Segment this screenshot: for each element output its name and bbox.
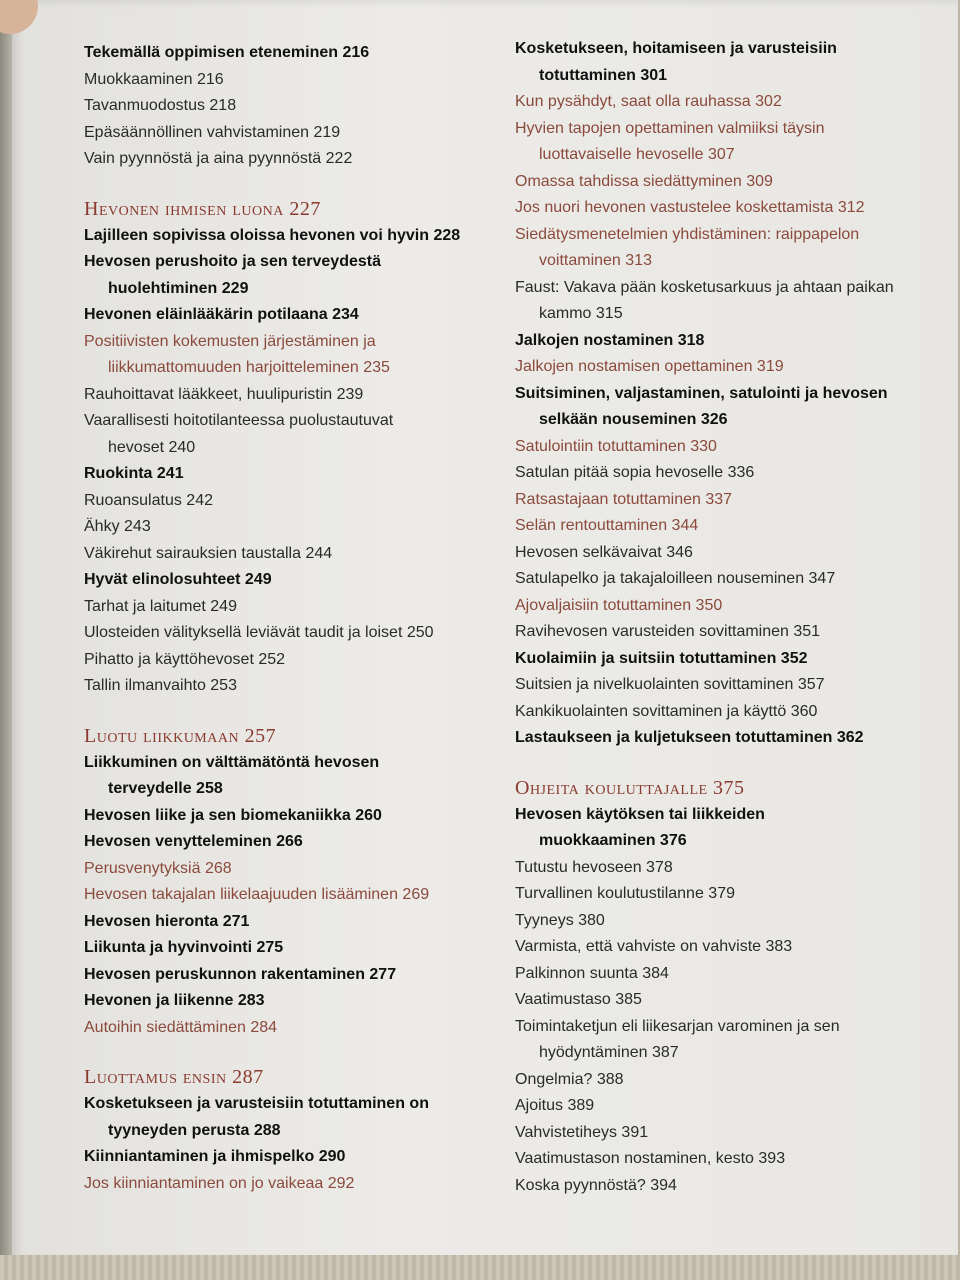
toc-entry: Tutustu hevoseen 378 [515, 858, 673, 876]
toc-entry: Vahvistetiheys 391 [515, 1123, 649, 1141]
toc-entry: Positiivisten kokemusten järjestäminen ja [84, 332, 376, 350]
toc-entry: Perusvenytyksiä 268 [84, 859, 232, 877]
toc-entry: Koska pyynnöstä? 394 [515, 1176, 677, 1194]
toc-entry: kammo 315 [539, 305, 623, 322]
toc-group [84, 750, 484, 1042]
toc-entry: Palkinnon suunta 384 [515, 964, 669, 982]
toc-entry: Varmista, että vahviste on vahviste 383 [515, 938, 793, 955]
toc-entry: Tavanmuodostus 218 [84, 97, 237, 114]
toc-entry: Vaatimustason nostaminen, kesto 393 [515, 1150, 786, 1167]
toc-entry: Autoihin siedättäminen 284 [84, 1018, 278, 1036]
toc-entry: huolehtiminen 229 [108, 279, 249, 297]
toc-entry: Suitsiminen, valjastaminen, satulointi ja hevosen [515, 384, 888, 402]
toc-entry: hyödyntäminen 387 [539, 1044, 679, 1061]
toc-entry: Vaarallisesti hoitotilanteessa puolustautuvat [84, 412, 394, 429]
toc-entry: Jos nuori hevonen vastustelee koskettamista 312 [515, 199, 865, 216]
toc-group [515, 36, 935, 752]
toc-entry: terveydelle 258 [108, 780, 223, 797]
toc-entry: Kankikuolainten sovittaminen ja käyttö 360 [515, 702, 818, 720]
toc-entry: Hyvät elinolosuhteet 249 [84, 571, 272, 588]
toc-entry: totuttaminen 301 [539, 66, 668, 84]
toc-entry: Tarhat ja laitumet 249 [84, 597, 237, 615]
table-surface [0, 1255, 960, 1280]
toc-entry: Kiinniantaminen ja ihmispelko 290 [84, 1148, 346, 1165]
toc-entry: Jos kiinniantaminen on jo vaikeaa 292 [84, 1174, 355, 1192]
toc-entry: Lastaukseen ja kuljetukseen totuttaminen 362 [515, 729, 864, 746]
toc-entry: Hevosen käytöksen tai liikkeiden [515, 805, 765, 823]
toc-entry: Omassa tahdissa siedättyminen 309 [515, 172, 773, 190]
toc-entry: Satulapelko ja takajaloilleen nouseminen 347 [515, 570, 836, 587]
toc-entry: Liikkuminen on välttämätöntä hevosen [84, 753, 380, 771]
toc-entry: Turvallinen koulutustilanne 379 [515, 885, 735, 902]
toc-entry: tyyneyden perusta 288 [108, 1121, 281, 1139]
toc-entry: Selän rentouttaminen 344 [515, 517, 699, 534]
toc-entry: Suitsien ja nivelkuolainten sovittaminen 357 [515, 676, 825, 693]
toc-entry: Kun pysähdyt, saat olla rauhassa 302 [515, 93, 782, 110]
toc-entry: voittaminen 313 [539, 252, 652, 269]
toc-entry: Epäsäännöllinen vahvistaminen 219 [84, 123, 341, 141]
toc-entry: Jalkojen nostamisen opettaminen 319 [515, 358, 784, 375]
toc-left-column [84, 40, 484, 1197]
toc-entry: Vain pyynnöstä ja aina pyynnöstä 222 [84, 150, 353, 167]
section-heading: Ohjeita kouluttajalle 375 [515, 776, 745, 799]
toc-entry: Tallin ilmanvaihto 253 [84, 677, 237, 694]
toc-entry: Muokkaaminen 216 [84, 70, 224, 88]
toc-entry: liikkumattomuuden harjoitteleminen 235 [108, 359, 390, 376]
toc-entry: Ajovaljaisiin totuttaminen 350 [515, 596, 723, 614]
toc-entry: Ravihevosen varusteiden sovittaminen 351 [515, 623, 821, 640]
page-binding-edge [0, 0, 12, 1262]
toc-entry: Satulointiin totuttaminen 330 [515, 437, 717, 455]
toc-entry: Hevonen eläinlääkärin potilaana 234 [84, 306, 359, 323]
section-heading: Luotu liikkumaan 257 [84, 724, 277, 747]
toc-entry: Ajoitus 389 [515, 1097, 595, 1114]
toc-entry: Lajilleen sopivissa oloissa hevonen voi hyvin 228 [84, 226, 461, 244]
toc-entry: Hevosen takajalan liikelaajuuden lisääminen 269 [84, 886, 430, 903]
toc-entry: selkään nouseminen 326 [539, 411, 728, 428]
toc-entry: Kosketukseen, hoitamiseen ja varusteisiin [515, 40, 837, 57]
toc-entry: muokkaaminen 376 [539, 832, 687, 849]
toc-entry: Ratsastajaan totuttaminen 337 [515, 490, 733, 508]
toc-group [84, 40, 484, 173]
toc-entry: Hevosen perushoito ja sen terveydestä [84, 253, 381, 270]
toc-right-column [515, 36, 935, 1199]
toc-entry: Hevosen peruskunnon rakentaminen 277 [84, 965, 397, 983]
toc-entry: Hevosen liike ja sen biomekaniikka 260 [84, 806, 382, 824]
toc-entry: Tyyneys 380 [515, 911, 605, 929]
toc-group [84, 1091, 484, 1197]
toc-entry: Ulosteiden välityksellä leviävät taudit ja loiset 250 [84, 624, 434, 641]
toc-entry: Hyvien tapojen opettaminen valmiiksi täysin [515, 119, 825, 137]
toc-entry: Ähky 243 [84, 518, 151, 535]
toc-group [84, 223, 484, 700]
toc-group [515, 802, 935, 1200]
toc-entry: luottavaiselle hevoselle 307 [539, 146, 735, 163]
toc-entry: Siedätysmenetelmien yhdistäminen: raippapelon [515, 225, 860, 243]
section-heading: Luottamus ensin 287 [84, 1066, 264, 1088]
toc-entry: Hevosen selkävaivat 346 [515, 543, 693, 561]
toc-entry: hevoset 240 [108, 438, 196, 456]
toc-entry: Ruoansulatus 242 [84, 491, 213, 509]
toc-entry: Rauhoittavat lääkkeet, huulipuristin 239 [84, 385, 364, 403]
toc-entry: Liikunta ja hyvinvointi 275 [84, 939, 284, 956]
toc-entry: Väkirehut sairauksien taustalla 244 [84, 544, 333, 562]
toc-entry: Hevonen ja liikenne 283 [84, 992, 265, 1009]
toc-entry: Kosketukseen ja varusteisiin totuttaminen on [84, 1095, 429, 1112]
toc-entry: Hevosen hieronta 271 [84, 912, 250, 930]
toc-entry: Vaatimustaso 385 [515, 991, 642, 1008]
toc-entry: Toimintaketjun eli liikesarjan varominen ja sen [515, 1017, 840, 1035]
section-heading: Hevonen ihmisen luona 227 [84, 197, 321, 220]
toc-entry: Hevosen venytteleminen 266 [84, 833, 303, 850]
toc-entry: Kuolaimiin ja suitsiin totuttaminen 352 [515, 649, 808, 667]
toc-entry: Ruokinta 241 [84, 465, 184, 482]
toc-entry: Pihatto ja käyttöhevoset 252 [84, 650, 286, 668]
toc-entry: Jalkojen nostaminen 318 [515, 331, 705, 349]
toc-entry: Satulan pitää sopia hevoselle 336 [515, 464, 755, 481]
toc-entry: Faust: Vakava pään kosketusarkuus ja ahtaan paikan [515, 278, 894, 296]
toc-entry: Ongelmia? 388 [515, 1070, 624, 1088]
toc-entry: Tekemällä oppimisen eteneminen 216 [84, 44, 370, 61]
